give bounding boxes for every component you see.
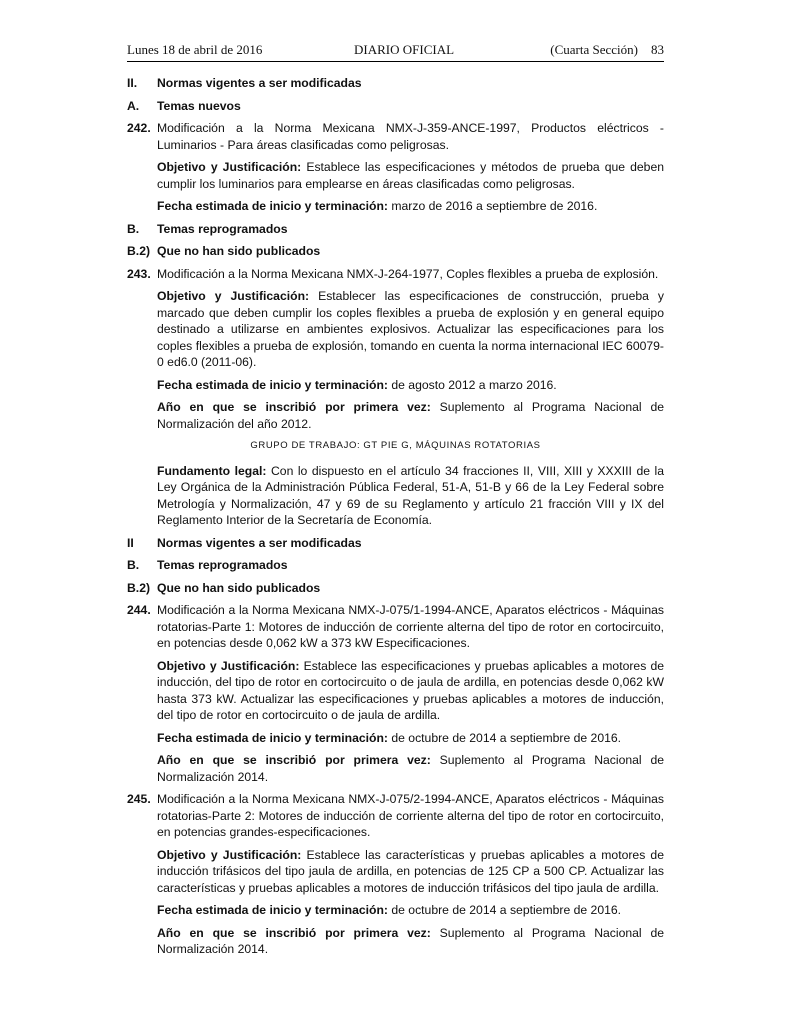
objective-label: Objetivo y Justificación:: [157, 160, 302, 174]
first-registration-label: Año en que se inscribió por primera vez:: [157, 400, 431, 414]
dates-text: de octubre de 2014 a septiembre de 2016.: [391, 903, 622, 917]
section-number: II.: [127, 76, 138, 90]
first-registration-text: Suplemento al Programa Nacional de Normalización 2014.: [157, 753, 665, 784]
item-number: 245.: [127, 792, 151, 806]
objective-text: Establece las especificaciones y métodos de prueba que deben cumplir los luminarios para emplearse en áreas clasificadas como peligrosas.: [157, 160, 665, 191]
subsection-heading: [127, 580, 664, 597]
header-section: (Cuarta Sección): [550, 42, 638, 57]
dates-label: Fecha estimada de inicio y terminación:: [157, 903, 388, 917]
dates-label: Fecha estimada de inicio y terminación:: [157, 199, 388, 213]
section-title: Normas vigentes a ser modificadas: [157, 76, 362, 90]
subsection-number: A.: [127, 98, 140, 113]
first-registration-paragraph: [157, 752, 664, 785]
legal-basis-label: Fundamento legal:: [157, 463, 267, 478]
item-description: Modificación a la Norma Mexicana NMX-J-264-1977, Coples flexibles a prueba de explosión.: [157, 266, 659, 281]
subsection-title: Que no han sido publicados: [157, 580, 321, 595]
objective-paragraph: [157, 288, 664, 371]
objective-label: Objetivo y Justificación:: [157, 289, 310, 303]
header-section-page: [550, 42, 664, 58]
first-registration-text: Suplemento al Programa Nacional de Normalización 2014.: [157, 925, 665, 956]
objective-paragraph: [157, 159, 664, 192]
dates-paragraph: [157, 730, 664, 747]
item-243: [127, 266, 664, 283]
legal-basis-text: Con lo dispuesto en el artículo 34 fracciones II, VIII, XIII y XXXIII de la Ley Orgánica de la Administración Pública Federal, 51-A, 51-B y 66 de la Ley Federal sobre Metrología y Normalización, 47 y 69 de su Reglamento y artículo 21 fracción VIII y IX del Reglamento Interior de la Secretaría de Economía.: [157, 463, 664, 527]
document-body: [127, 75, 664, 958]
first-registration-text: Suplemento al Programa Nacional de Normalización del año 2012.: [157, 400, 665, 431]
subsection-heading: [127, 221, 664, 238]
first-registration-paragraph: [157, 925, 664, 958]
dates-text: de octubre de 2014 a septiembre de 2016.: [391, 730, 622, 745]
item-description: Modificación a la Norma Mexicana NMX-J-359-ANCE-1997, Productos eléctricos - Luminarios - Para áreas clasificadas como peligrosas.: [157, 121, 664, 152]
first-registration-paragraph: [157, 399, 664, 432]
subsection-title: Que no han sido publicados: [157, 244, 321, 258]
objective-label: Objetivo y Justificación:: [157, 847, 302, 862]
subsection-number: B.2): [127, 580, 151, 595]
item-description: Modificación a la Norma Mexicana NMX-J-075/2-1994-ANCE, Aparatos eléctricos - Máquinas rotatorias-Parte 2: Motores de inducción de corriente alterna del tipo de rotor en cortocircuito, en potencias grandes-especificaciones.: [157, 792, 664, 839]
dates-paragraph: [157, 198, 664, 215]
item-245: [127, 791, 664, 841]
header-date: Lunes 18 de abril de 2016: [127, 42, 263, 57]
dates-text: marzo de 2016 a septiembre de 2016.: [391, 199, 598, 213]
subsection-title: Temas reprogramados: [157, 221, 288, 236]
objective-paragraph: [157, 658, 664, 724]
objective-label: Objetivo y Justificación:: [157, 658, 300, 673]
dates-label: Fecha estimada de inicio y terminación:: [157, 377, 388, 392]
item-number: 243.: [127, 266, 151, 281]
subsection-heading: [127, 243, 664, 260]
header-page-number: 83: [651, 42, 664, 57]
document-page: [127, 40, 664, 964]
dates-paragraph: [157, 902, 664, 919]
item-number: 242.: [127, 121, 151, 135]
dates-paragraph: [157, 377, 664, 394]
first-registration-label: Año en que se inscribió por primera vez:: [157, 925, 431, 940]
section-title: Normas vigentes a ser modificadas: [157, 535, 362, 550]
dates-label: Fecha estimada de inicio y terminación:: [157, 730, 388, 745]
subsection-heading: [127, 98, 664, 115]
item-description: Modificación a la Norma Mexicana NMX-J-075/1-1994-ANCE, Aparatos eléctricos - Máquinas rotatorias-Parte 1: Motores de inducción de corriente alterna del tipo de rotor en cortocircuito, en potencias desde 0,062 kW a 373 kW Especificaciones.: [157, 603, 664, 650]
objective-text: Establece las características y pruebas aplicables a motores de inducción trifásicos del tipo jaula de ardilla, en potencias de 125 CP a 500 CP. Actualizar las características y pruebas aplicables a motores de inducción trifásicos del tipo jaula de ardilla.: [157, 847, 664, 895]
objective-text: Establece las especificaciones y pruebas aplicables a motores de inducción, del tipo de rotor en cortocircuito o de jaula de ardilla, en potencias desde 0,062 kW hasta 373 kW. Actualizar las especificaciones y pruebas aplicables a motores de inducción, del tipo de rotor en cortocircuito o de jaula de ardilla.: [157, 658, 664, 722]
subsection-number: B.2): [127, 244, 151, 258]
legal-basis-paragraph: [157, 463, 664, 529]
header-rule: [127, 61, 664, 62]
subsection-number: B.: [127, 558, 140, 572]
section-heading: [127, 535, 664, 552]
page-header: [127, 40, 664, 60]
subsection-title: Temas nuevos: [157, 98, 241, 113]
section-heading: [127, 75, 664, 92]
objective-text: Establecer las especificaciones de construcción, prueba y marcado que deben cumplir los coples flexibles a prueba de explosión y en general equipo destinado a utilizarse en ambientes explosivos. Actualizar las especificaciones para los coples flexibles a prueba de explosión, tomando en cuenta la norma internacional IEC 60079-0 ed6.0 (2011-06).: [157, 289, 664, 369]
item-number: 244.: [127, 603, 151, 617]
header-title: DIARIO OFICIAL: [354, 42, 455, 57]
section-number: II: [127, 535, 134, 550]
subsection-title: Temas reprogramados: [157, 558, 288, 572]
item-242: [127, 120, 664, 153]
working-group-title: GRUPO DE TRABAJO: GT PIE G, MÁQUINAS ROTATORIAS: [250, 440, 541, 451]
item-244: [127, 602, 664, 652]
subsection-heading: [127, 557, 664, 574]
objective-paragraph: [157, 847, 664, 897]
subsection-number: B.: [127, 221, 140, 236]
first-registration-label: Año en que se inscribió por primera vez:: [157, 753, 431, 767]
dates-text: de agosto 2012 a marzo 2016.: [391, 377, 557, 392]
